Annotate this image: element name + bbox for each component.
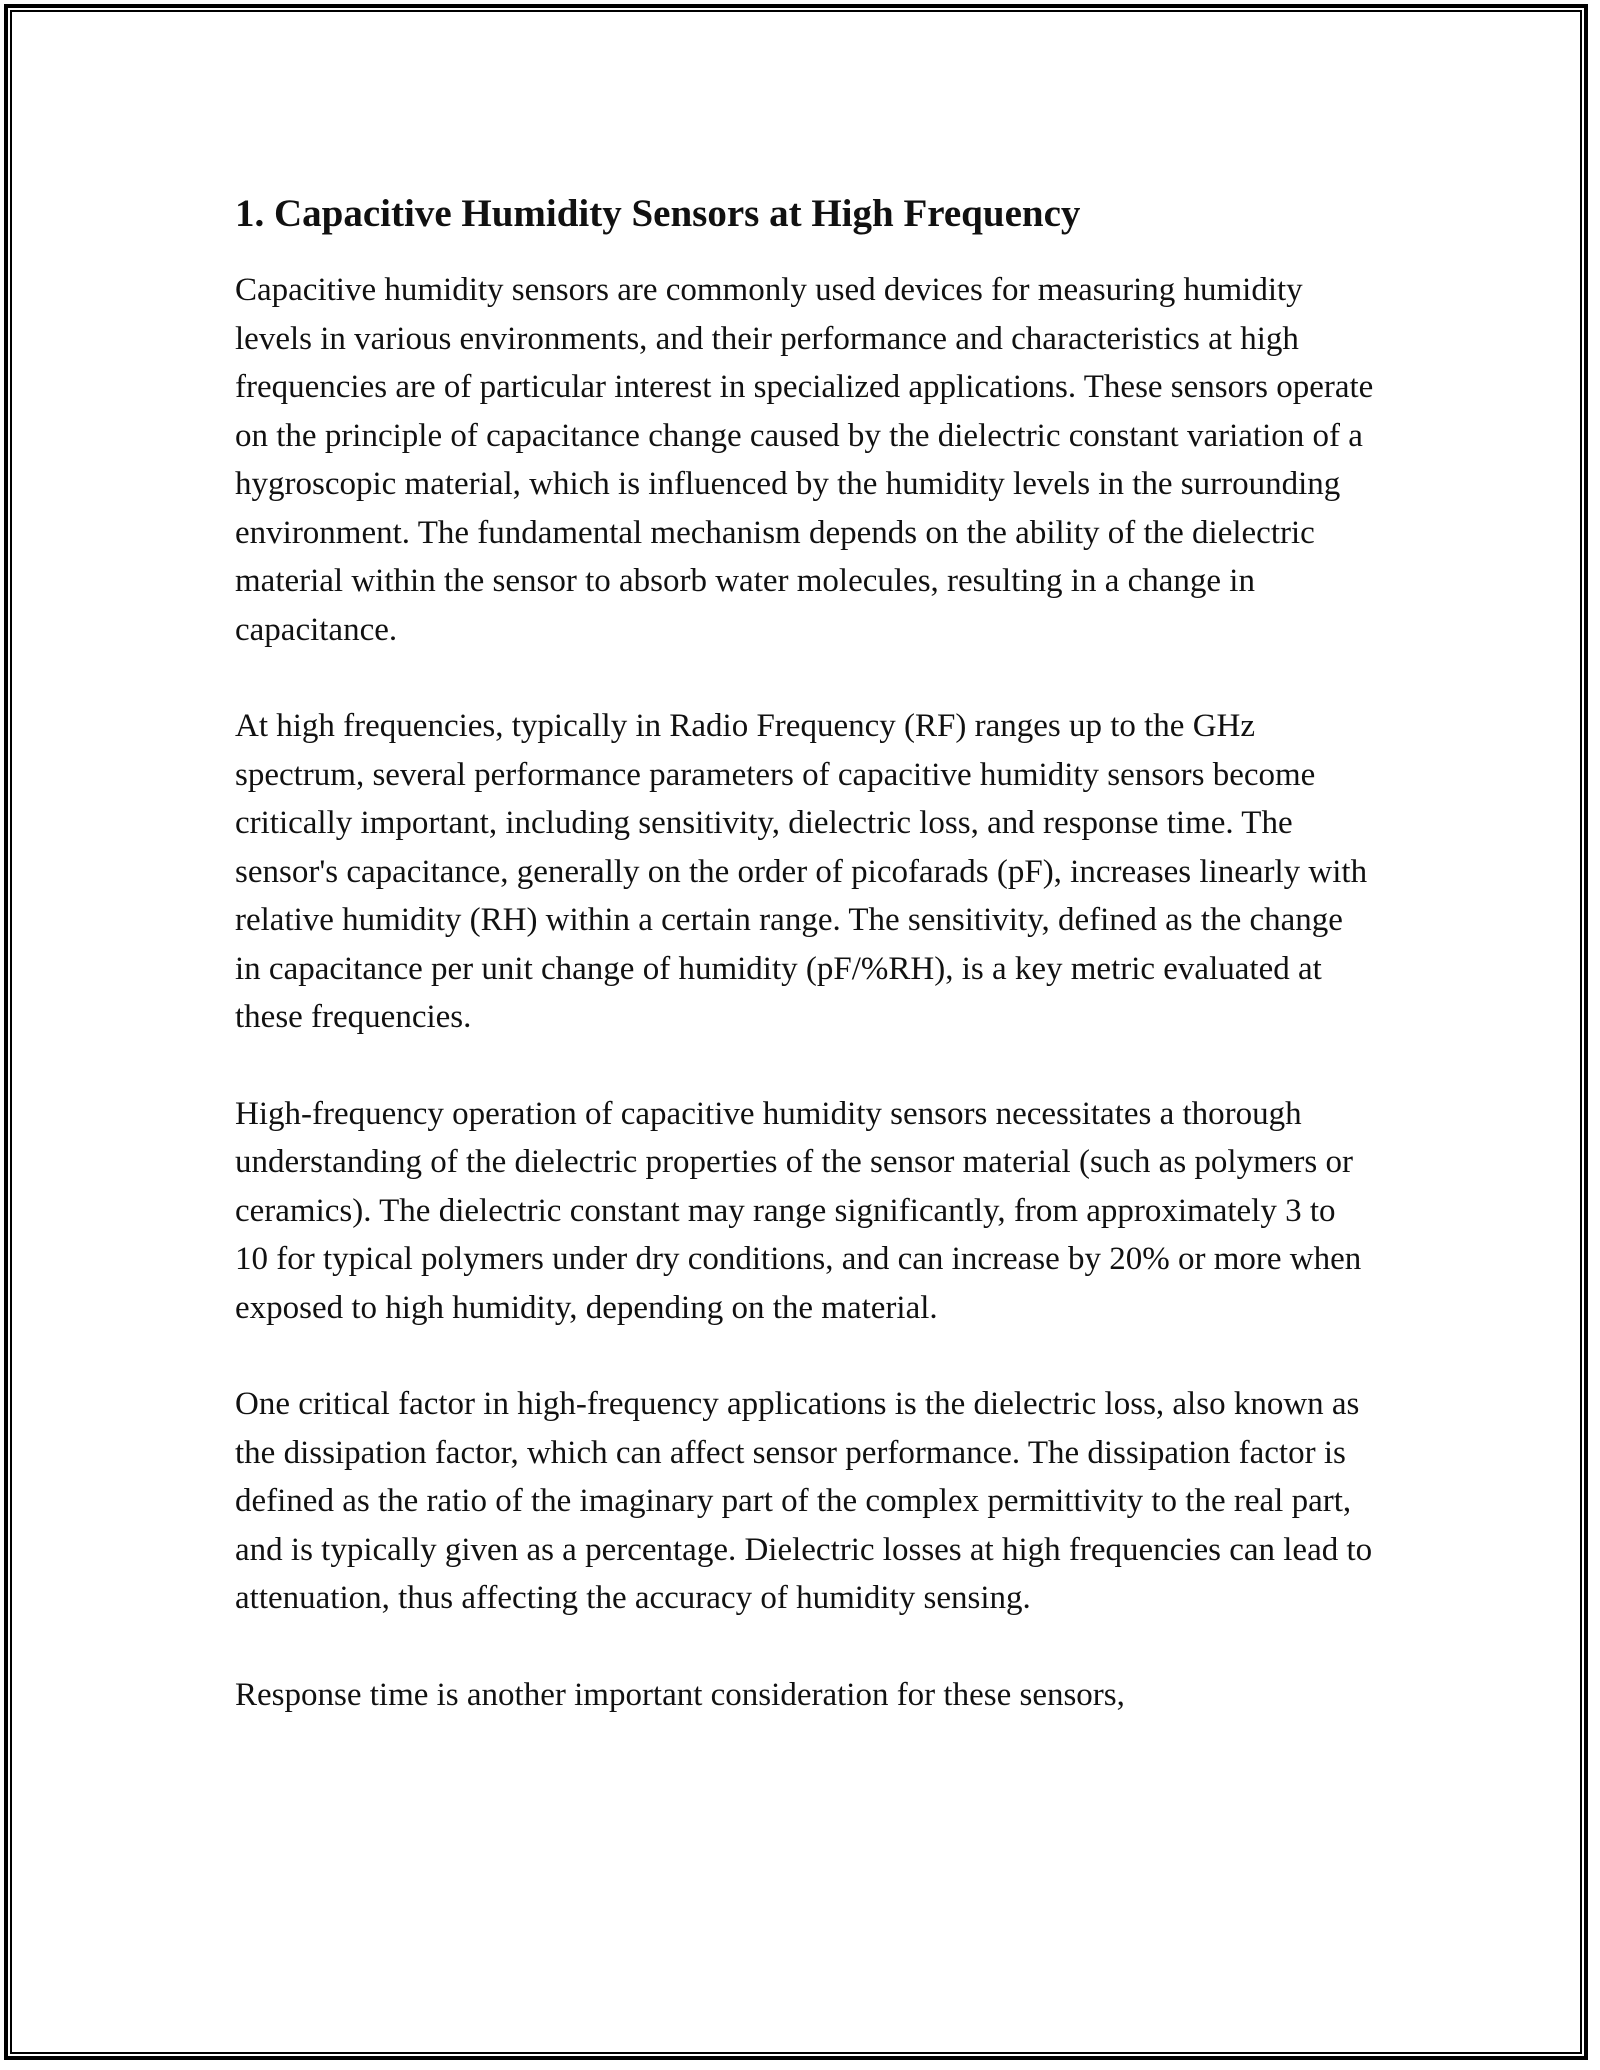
document-body <box>235 188 1375 1719</box>
paragraph-intro: Capacitive humidity sensors are commonly used devices for measuring humidity levels in various environments, and their performance and characteristics at high frequencies are of particular interest in specialized applications. These sensors operate on the principle of capacitance change caused by the dielectric constant variation of a hygroscopic material, which is influenced by the humidity levels in the surrounding environment. The fundamental mechanism depends on the ability of the dielectric material within the sensor to absorb water molecules, resulting in a change in capacitance. <box>235 272 1374 648</box>
paragraph-dielectric-properties: High-frequency operation of capacitive humidity sensors necessitates a thorough understanding of the dielectric properties of the sensor material (such as polymers or ceramics). The dielectric constant may range significantly, from approximately 3 to 10 for typical polymers under dry conditions, and can increase by 20% or more when exposed to high humidity, depending on the material. <box>235 1095 1362 1326</box>
paragraph-high-frequency: At high frequencies, typically in Radio Frequency (RF) ranges up to the GHz spectrum, several performance parameters of capacitive humidity sensors become critically important, including sensitivity, dielectric loss, and response time. The sensor's capacitance, generally on the order of picofarads (pF), increases linearly with relative humidity (RH) within a certain range. The sensitivity, defined as the change in capacitance per unit change of humidity (pF/%RH), is a key metric evaluated at these frequencies. <box>235 708 1368 1035</box>
paragraph-dielectric-loss: One critical factor in high-frequency applications is the dielectric loss, also known as the dissipation factor, which can affect sensor performance. The dissipation factor is defined as the ratio of the imaginary part of the complex permittivity to the real part, and is typically given as a percentage. Dielectric losses at high frequencies can lead to attenuation, thus affecting the accuracy of humidity sensing. <box>235 1386 1373 1616</box>
section-heading: 1. Capacitive Humidity Sensors at High Frequency <box>235 192 1081 235</box>
paragraph-response-time: Response time is another important consideration for these sensors, <box>235 1676 1125 1713</box>
